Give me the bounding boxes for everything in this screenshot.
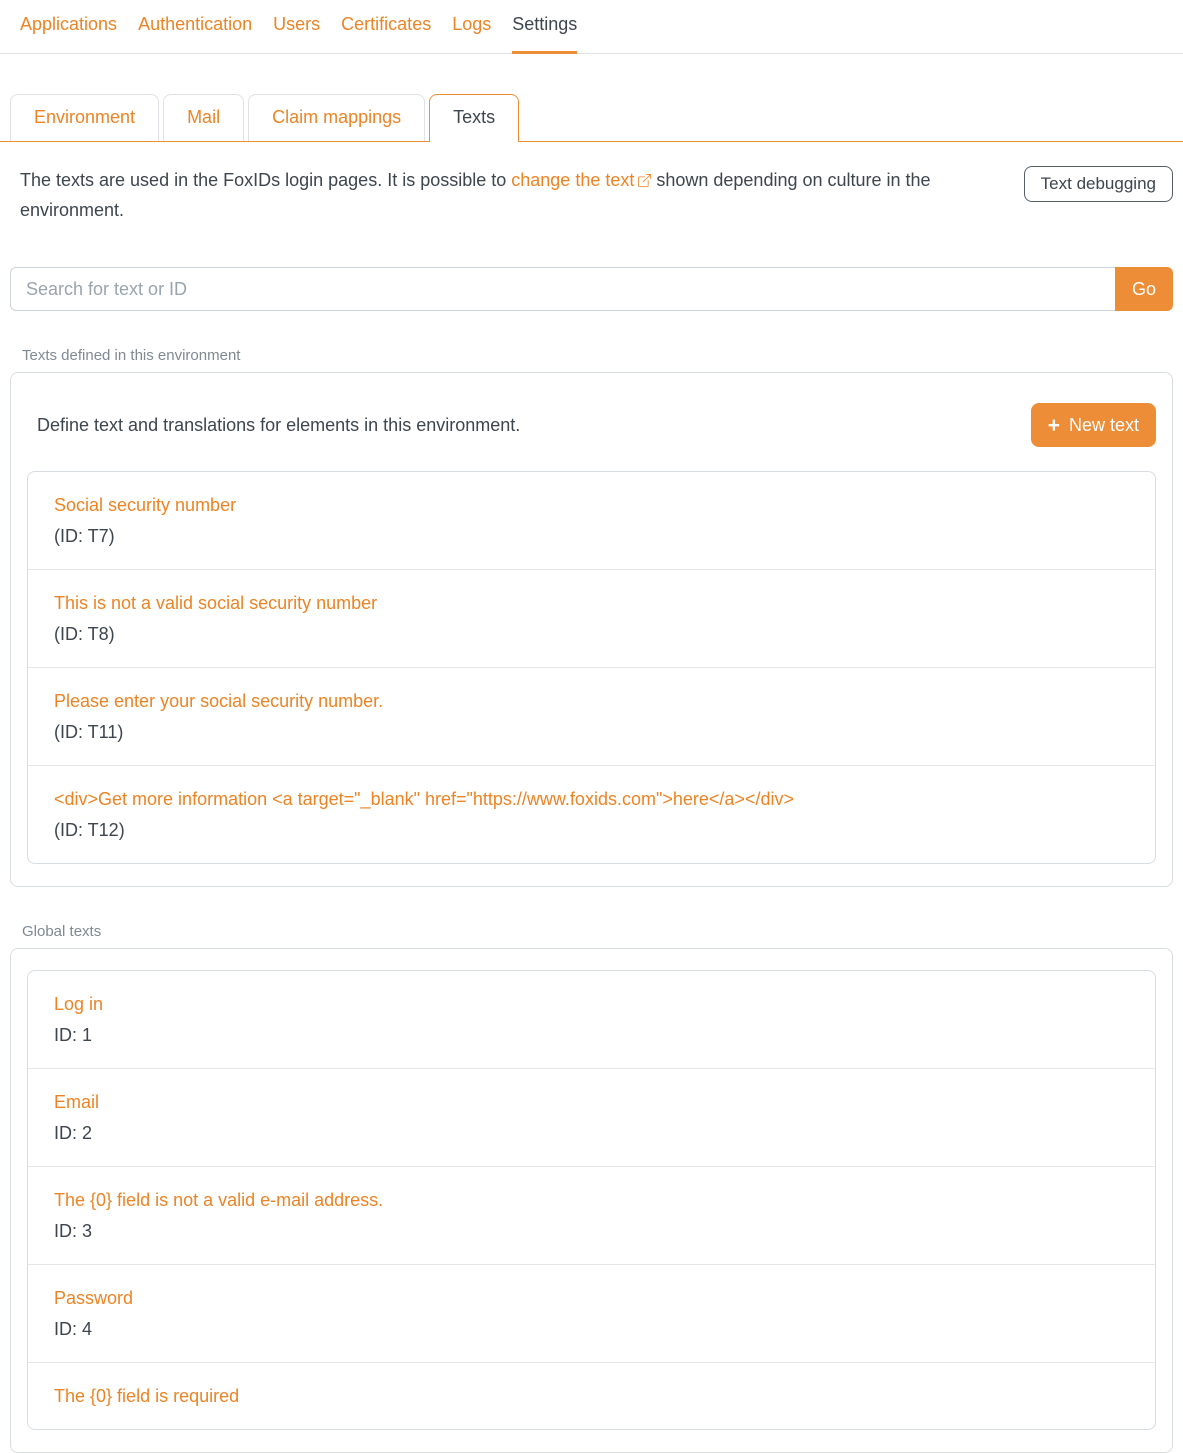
text-item [28, 971, 1155, 1068]
environment-texts-label: Texts defined in this environment [22, 347, 241, 364]
environment-texts-card [10, 372, 1173, 887]
text-item-id: ID: 1 [54, 1025, 93, 1045]
tab-environment[interactable]: Environment [10, 94, 159, 141]
text-item [28, 1264, 1155, 1362]
text-item-link[interactable]: The {0} field is not a valid e-mail address. [54, 1190, 384, 1210]
tab-mail[interactable]: Mail [163, 94, 244, 141]
text-item-link[interactable]: <div>Get more information <a target="_blank" href="https://www.foxids.com">here</a></div> [54, 789, 794, 809]
text-item-link[interactable]: This is not a valid social security number [54, 593, 378, 613]
external-link-icon [638, 167, 651, 196]
global-texts-card [10, 948, 1173, 1453]
text-item-link[interactable]: Please enter your social security number. [54, 691, 384, 711]
intro-row [0, 166, 1183, 225]
text-item-link[interactable]: Log in [54, 994, 104, 1014]
environment-card-description: Define text and translations for elements in this environment. [37, 414, 521, 435]
text-item-id: ID: 4 [54, 1319, 93, 1339]
nav-authentication[interactable]: Authentication [138, 14, 253, 34]
tab-texts[interactable]: Texts [429, 94, 519, 142]
text-debugging-button[interactable]: Text debugging [1024, 166, 1173, 202]
text-item-link[interactable]: Email [54, 1092, 100, 1112]
text-item-id: ID: 2 [54, 1123, 93, 1143]
new-text-button[interactable] [1031, 403, 1156, 447]
intro-text-before: The texts are used in the FoxIDs login pages. It is possible to [20, 170, 512, 190]
text-item [28, 765, 1155, 863]
settings-tabs [0, 94, 1183, 142]
text-item-link[interactable]: Social security number [54, 495, 237, 515]
top-nav [0, 0, 1183, 54]
text-item [28, 1362, 1155, 1429]
text-item-id: ID: 3 [54, 1221, 93, 1241]
text-item [28, 1166, 1155, 1264]
text-item [28, 1068, 1155, 1166]
environment-card-header [27, 403, 1156, 447]
plus-icon: + [1047, 413, 1060, 437]
text-item [28, 569, 1155, 667]
nav-logs[interactable]: Logs [452, 14, 492, 34]
global-texts-label: Global texts [22, 923, 102, 940]
text-item [28, 472, 1155, 569]
nav-applications[interactable]: Applications [20, 14, 118, 34]
change-the-text-link[interactable]: change the text [511, 170, 651, 190]
intro-text-after: shown depending on culture in the environment. [20, 170, 931, 220]
text-item-id: (ID: T12) [54, 820, 125, 840]
text-item-id: (ID: T8) [54, 624, 115, 644]
text-item-id: (ID: T7) [54, 526, 115, 546]
nav-settings[interactable]: Settings [512, 14, 577, 54]
global-text-list [27, 970, 1156, 1430]
nav-certificates[interactable]: Certificates [341, 14, 432, 34]
search-input[interactable] [10, 267, 1115, 311]
text-item-link[interactable]: The {0} field is required [54, 1386, 240, 1406]
environment-text-list [27, 471, 1156, 864]
intro-text [20, 166, 1006, 225]
tab-claim-mappings[interactable]: Claim mappings [248, 94, 425, 141]
search-bar [10, 267, 1173, 311]
search-go-button[interactable]: Go [1115, 267, 1173, 311]
nav-users[interactable]: Users [273, 14, 321, 34]
text-item [28, 667, 1155, 765]
new-text-button-label: New text [1068, 414, 1139, 435]
text-item-id: (ID: T11) [54, 722, 124, 742]
text-item-link[interactable]: Password [54, 1288, 134, 1308]
